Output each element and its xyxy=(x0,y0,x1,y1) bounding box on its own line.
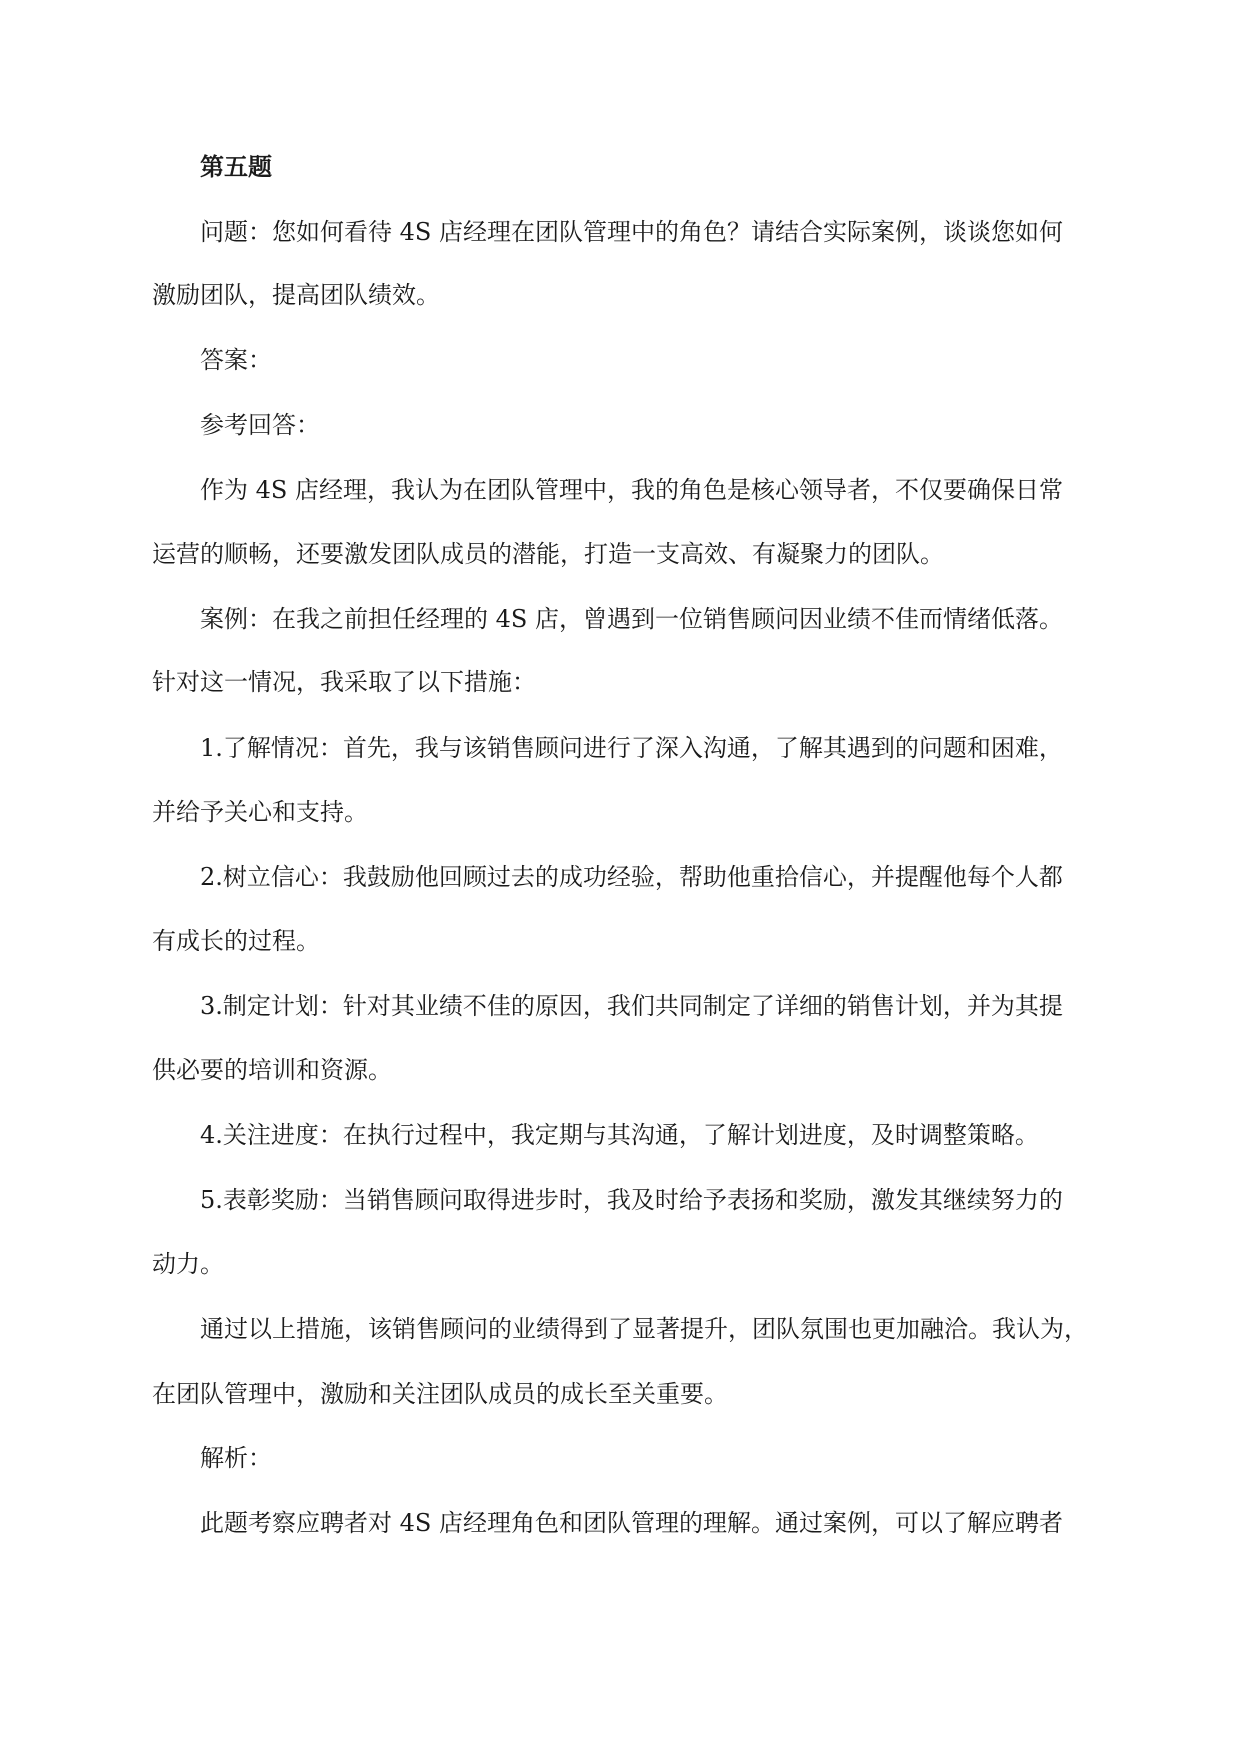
step-1-line-1: 1.了解情况：首先，我与该销售顾问进行了深入沟通，了解其遇到的问题和困难， xyxy=(200,734,1063,762)
step-5-line-2: 动力。 xyxy=(152,1250,224,1278)
step-5-line-1: 5.表彰奖励：当销售顾问取得进步时，我及时给予表扬和奖励，激发其继续努力的 xyxy=(200,1186,1063,1214)
conclusion-line-2: 在团队管理中，激励和关注团队成员的成长至关重要。 xyxy=(152,1380,728,1408)
intro-line-1: 作为 4S 店经理，我认为在团队管理中，我的角色是核心领导者，不仅要确保日常 xyxy=(200,476,1063,504)
step-4-line-1: 4.关注进度：在执行过程中，我定期与其沟通，了解计划进度，及时调整策略。 xyxy=(200,1121,1039,1149)
question-text-line-2: 激励团队，提高团队绩效。 xyxy=(152,281,440,309)
analysis-line-1: 此题考察应聘者对 4S 店经理角色和团队管理的理解。通过案例，可以了解应聘者 xyxy=(200,1509,1063,1537)
step-3-line-1: 3.制定计划：针对其业绩不佳的原因，我们共同制定了详细的销售计划，并为其提 xyxy=(200,992,1063,1020)
case-line-1: 案例：在我之前担任经理的 4S 店，曾遇到一位销售顾问因业绩不佳而情绪低落。 xyxy=(200,605,1063,633)
step-2-line-2: 有成长的过程。 xyxy=(152,927,320,955)
step-1-line-2: 并给予关心和支持。 xyxy=(152,798,368,826)
intro-line-2: 运营的顺畅，还要激发团队成员的潜能，打造一支高效、有凝聚力的团队。 xyxy=(152,540,944,568)
case-line-2: 针对这一情况，我采取了以下措施： xyxy=(152,668,536,696)
analysis-label: 解析： xyxy=(200,1444,272,1472)
reference-answer-label: 参考回答： xyxy=(200,411,320,439)
conclusion-line-1: 通过以上措施，该销售顾问的业绩得到了显著提升，团队氛围也更加融洽。我认为， xyxy=(200,1315,1088,1343)
question-heading: 第五题 xyxy=(200,152,272,181)
step-2-line-1: 2.树立信心：我鼓励他回顾过去的成功经验，帮助他重拾信心，并提醒他每个人都 xyxy=(200,863,1063,891)
step-3-line-2: 供必要的培训和资源。 xyxy=(152,1056,392,1084)
question-text-line-1: 问题：您如何看待 4S 店经理在团队管理中的角色？请结合实际案例，谈谈您如何 xyxy=(200,218,1063,246)
answer-label: 答案： xyxy=(200,346,272,374)
